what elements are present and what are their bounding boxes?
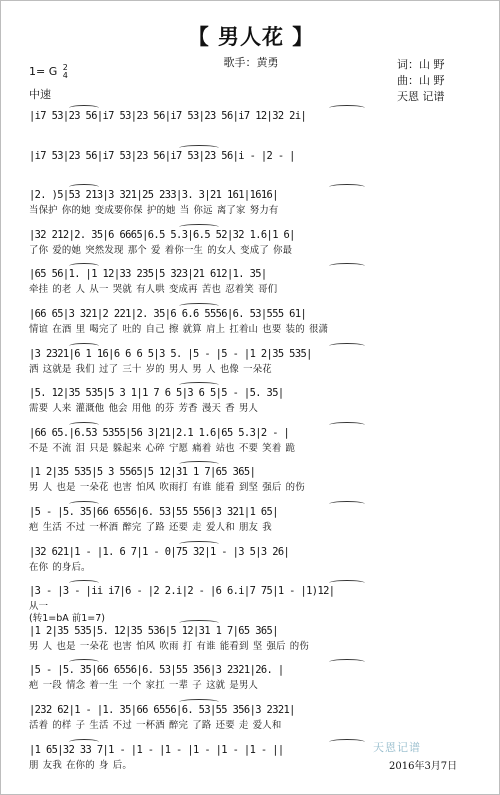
transcription-date: 2016年3月7日: [389, 761, 458, 772]
notation-line: |1 2|35 535|5 3 5565|5 12|31 1 7|65 365|: [29, 466, 256, 479]
notation-line: |3 2321|6 1 16|6 6 6 5|3 5. |5 - |5 - |1 2|35 535|: [29, 347, 312, 360]
notation-line: |32 212|2. 35|6 6665|6.5 5.3|6.5 52|32 1.6|1 6|: [29, 228, 295, 241]
slur-mark: [179, 699, 219, 705]
slur-mark: [69, 105, 99, 111]
slur-mark: [329, 739, 365, 745]
composer-credit: 曲：山 野: [397, 74, 445, 87]
slur-mark: [329, 105, 365, 111]
notation-line: |32 621|1 - |1. 6 7|1 - 0|75 32|1 - |3 5|3 26|: [29, 545, 290, 558]
slur-mark: [329, 659, 365, 665]
time-signature-top: 2: [62, 63, 68, 72]
slur-mark: [179, 461, 219, 467]
tempo-marking: 中速: [29, 88, 51, 101]
slur-mark: [69, 501, 99, 507]
slur-mark: [179, 382, 219, 388]
slur-mark: [329, 422, 365, 428]
time-signature: [63, 64, 68, 80]
notation-line: |1 65|32 33 7|1 - |1 - |1 - |1 - |1 - |1 - ||: [29, 743, 284, 756]
slur-mark: [329, 501, 365, 507]
lyric-line: 情谊 在酒 里 喝完了 吐的 自己 擦 就算 肩上 扛着山 也要 装的 很潇: [29, 324, 329, 335]
transcriber-credit: 天恩 记谱: [397, 90, 445, 103]
slur-mark: [69, 184, 99, 190]
lyric-line: [29, 125, 474, 139]
key-signature: [29, 64, 68, 80]
notation-line: |66 65|3 321|2 221|2. 35|6 6.6 5556|6. 53|555 61|: [29, 308, 307, 320]
lyric-line: 疤 生活 不过 一杯酒 醉完 了路 还要 走 爱人和 朋友 我: [29, 522, 272, 533]
lyric-line: 不是 不流 泪 只是 躲起来 心碎 宁愿 痛着 站也 不要 笑着 跪: [29, 442, 296, 454]
lyric-line: 需要 人来 灌溉他 他会 用他 的芬 芳香 漫天 香 男人: [29, 403, 259, 415]
notation-line: |i7 53|23 56|i7 53|23 56|i7 53|23 56|i7 12|32 2i|: [29, 110, 307, 122]
time-signature-bottom: 4: [62, 71, 68, 80]
notation-line: |i7 53|23 56|i7 53|23 56|i7 53|23 56|i - |2 - |: [29, 149, 295, 162]
lyric-line: 了你 爱的她 突然发现 那个 爱 着你一生 的女人 变成了 你最: [29, 244, 293, 256]
modulation-note: (转1=bA 前1=7): [29, 613, 106, 624]
notation-line: |1 2|35 535|5. 12|35 536|5 12|31 1 7|65 365|: [29, 624, 278, 637]
key-label: 1= G: [29, 65, 58, 78]
lyric-line: 男 人 也是 一朵花 也害 怕风 吹雨打 有谁 能看 到坚 强后 的伤: [29, 482, 305, 494]
lyric-line: 从一: [29, 601, 49, 613]
lyric-line: 牵挂 的老 人 从一 哭就 有人哄 变成再 苦也 忍着笑 哥们: [29, 284, 278, 296]
lyric-line: 当保护 你的她 变成要你保 护的她 当 你远 离了家 努力有: [29, 205, 279, 217]
slur-mark: [69, 422, 99, 428]
lyric-line: 在你 的身后。: [29, 561, 91, 573]
lyric-line: 疤 一段 情念 着一生 一个 家扛 一辈 子 这就 是男人: [29, 680, 259, 692]
slur-mark: [179, 145, 219, 151]
slur-mark: [329, 580, 365, 586]
slur-mark: [69, 343, 99, 349]
notation-line: |5 - |5. 35|66 6556|6. 53|55 556|3 321|1 65|: [29, 506, 278, 518]
notation-line: |2. )5|53 213|3 321|25 233|3. 3|21 161|1616|: [29, 189, 278, 202]
notation-line: |65 56|1. |1 12|33 235|5 323|21 612|1. 35|: [29, 268, 267, 281]
notation-line: |3 - |3 - |ii i7|6 - |2 2.i|2 - |6 6.i|7 75|1 - |1)12|: [29, 585, 335, 598]
lyric-line: 朋 友我 在你的 身 后。: [29, 759, 132, 771]
lyric-line: [29, 165, 474, 179]
singer-label: 歌手：黄勇: [223, 56, 279, 69]
lyricist-credit: 词：山 野: [397, 58, 445, 71]
lyric-line: 洒 这就是 我们 过了 三十 岁的 男人 男 人 也像 一朵花: [29, 363, 272, 375]
slur-mark: [329, 184, 365, 190]
slur-mark: [329, 343, 365, 349]
slur-mark: [69, 263, 99, 269]
slur-mark: [179, 541, 219, 547]
notation-line: |66 65.|6.53 5355|56 3|21|2.1 1.6|65 5.3|2 - |: [29, 426, 290, 439]
slur-mark: [69, 739, 99, 745]
slur-mark: [69, 580, 99, 586]
slur-mark: [69, 659, 99, 665]
slur-mark: [179, 620, 219, 626]
notation-line: |5 - |5. 35|66 6556|6. 53|55 356|3 2321|26. |: [29, 664, 284, 677]
slur-mark: [179, 224, 219, 230]
song-title: 【 男人花 】: [187, 24, 315, 49]
watermark: 天恩记谱: [373, 741, 421, 754]
slur-mark: [179, 303, 219, 309]
notation-line: |232 62|1 - |1. 35|66 6556|6. 53|55 356|3 2321|: [29, 704, 295, 716]
notation-line: |5. 12|35 535|5 3 1|1 7 6 5|3 6 5|5 - |5. 35|: [29, 387, 284, 400]
lyric-line: 活着 的样 子 生活 不过 一杯酒 醉完 了路 还要 走 爱人和: [29, 720, 282, 731]
lyric-line: 男 人 也是 一朵花 也害 怕风 吹雨 打 有谁 能看到 坚 强后 的伤: [29, 640, 309, 652]
slur-mark: [329, 263, 365, 269]
